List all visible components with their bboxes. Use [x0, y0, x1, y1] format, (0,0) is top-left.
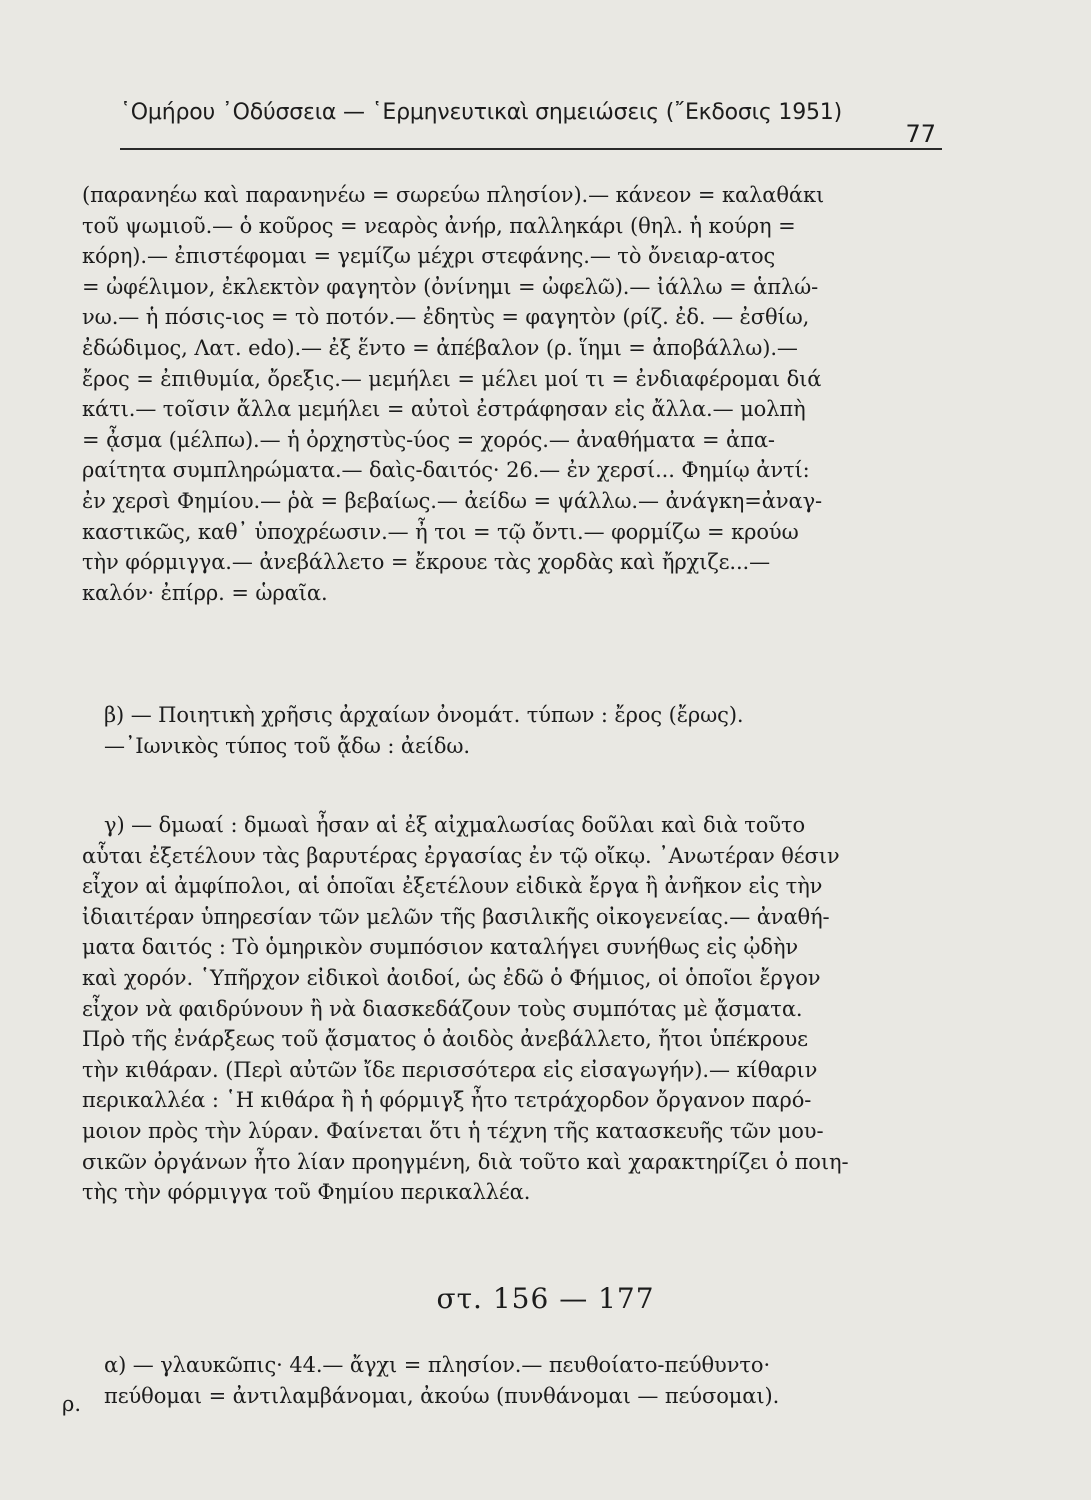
text-line: πεύθομαι = ἀντιλαμβάνομαι, ἀκούω (πυνθάνομαι — πεύσομαι). [104, 1383, 780, 1408]
paragraph-a [82, 180, 940, 608]
text-line: —᾿Ιωνικὸς τύπος τοῦ ᾄδω : ἀείδω. [104, 733, 471, 758]
header-title: ῾Ομήρου ᾿Οδύσσεια — ῾Ερμηνευτικαὶ σημειώσεις (῎Εκδοσις 1951) [120, 100, 842, 125]
text-line: εἶχον νὰ φαιδρύνουν ἢ νὰ διασκεδάζουν τοὺς συμπότας μὲ ᾄσματα. [82, 996, 803, 1021]
text-line: ἔρος = ἐπιθυμία, ὄρεξις.— μεμήλει = μέλει μοί τι = ἐνδιαφέρομαι διά [82, 366, 822, 391]
text-line: καστικῶς, καθ᾿ ὑποχρέωσιν.— ἦ τοι = τῷ ὄντι.— φορμίζω = κρούω [82, 519, 799, 544]
paragraph-d [82, 1350, 940, 1411]
text-line: καὶ χορόν. ῾Υπῆρχον εἰδικοὶ ἀοιδοί, ὡς ἐδῶ ὁ Φήμιος, οἱ ὁποῖοι ἔργον [82, 965, 821, 990]
text-line: α) — γλαυκῶπις· 44.— ἄγχι = πλησίον.— πευθοίατο-πεύθυντο· [104, 1353, 771, 1377]
text-line: εἶχον αἱ ἀμφίπολοι, αἱ ὁποῖαι ἐξετέλουν εἰδικὰ ἔργα ἢ ἀνῆκον εἰς τὴν [82, 874, 823, 899]
text-line: σικῶν ὀργάνων ἦτο λίαν προηγμένη, διὰ τοῦτο καὶ χαρακτηρίζει ὁ ποιη- [82, 1149, 849, 1174]
text-line: ἰδιαιτέραν ὑπηρεσίαν τῶν μελῶν τῆς βασιλικῆς οἰκογενείας.— ἀναθή- [82, 904, 830, 929]
text-line: περικαλλέα : ῾Η κιθάρα ἢ ἡ φόρμιγξ ἦτο τετράχορδον ὄργανον παρό- [82, 1088, 812, 1113]
paragraph-c [82, 810, 940, 1208]
text-line: νω.— ἡ πόσις-ιος = τὸ ποτόν.— ἐδητὺς = φαγητὸν (ρίζ. ἐδ. — ἐσθίω, [82, 305, 810, 330]
text-line: τὴν φόρμιγγα.— ἀνεβάλλετο = ἔκρουε τὰς χορδὰς καὶ ἤρχιζε...— [82, 550, 771, 575]
text-line: (παρανηέω καὶ παρανηνέω = σωρεύω πλησίον).— κάνεον = καλαθάκι [82, 183, 825, 207]
text-line: β) — Ποιητικὴ χρῆσις ἀρχαίων ὀνομάτ. τύπων : ἔρος (ἔρως). [104, 703, 744, 727]
text-line: = ᾆσμα (μέλπω).— ἡ ὀρχηστὺς-ύος = χορός.— ἀναθήματα = ἀπα- [82, 427, 775, 452]
running-header [120, 98, 942, 150]
page-number: 77 [905, 120, 936, 148]
text-line: τοῦ ψωμιοῦ.— ὁ κοῦρος = νεαρὸς ἀνήρ, παλληκάρι (θηλ. ἡ κούρη = [82, 213, 796, 238]
section-title: στ. 156 — 177 [436, 1282, 655, 1315]
paragraph-b [82, 700, 940, 761]
text-line: ἐδώδιμος, Λατ. edo).— ἐξ ἕντο = ἀπέβαλον (ρ. ἵημι = ἀποβάλλω).— [82, 335, 798, 360]
text-line: καλόν· ἐπίρρ. = ὡραῖα. [82, 580, 328, 605]
text-line: ματα δαιτός : Τὸ ὁμηρικὸν συμπόσιον καταλήγει συνήθως εἰς ᾠδὴν [82, 935, 799, 960]
text-line: μοιον πρὸς τὴν λύραν. Φαίνεται ὅτι ἡ τέχνη τῆς κατασκευῆς τῶν μου- [82, 1118, 824, 1143]
text-line: ἐν χερσὶ Φημίου.— ῥὰ = βεβαίως.— ἀείδω = ψάλλω.— ἀνάγκη=ἀναγ- [82, 488, 823, 513]
text-line: τὴς τὴν φόρμιγγα τοῦ Φημίου περικαλλέα. [82, 1180, 531, 1205]
margin-note: ρ. [62, 1392, 82, 1416]
text-line: Πρὸ τῆς ἐνάρξεως τοῦ ᾄσματος ὁ ἀοιδὸς ἀνεβάλλετο, ἤτοι ὑπέκρουε [82, 1027, 808, 1052]
text-line: = ὠφέλιμον, ἐκλεκτὸν φαγητὸν (ὀνίνημι = ὠφελῶ).— ἰάλλω = ἁπλώ- [82, 274, 819, 299]
text-line: τὴν κιθάραν. (Περὶ αὐτῶν ἴδε περισσότερα εἰς εἰσαγωγήν).— κίθαριν [82, 1057, 818, 1082]
text-line: κάτι.— τοῖσιν ἄλλα μεμήλει = αὐτοὶ ἐστράφησαν εἰς ἄλλα.— μολπὴ [82, 397, 806, 422]
text-line: γ) — δμωαί : δμωαὶ ἦσαν αἱ ἐξ αἰχμαλωσίας δοῦλαι καὶ διὰ τοῦτο [104, 813, 806, 837]
text-line: αὗται ἐξετέλουν τὰς βαρυτέρας ἐργασίας ἐν τῷ οἴκῳ. ᾿Ανωτέραν θέσιν [82, 843, 840, 868]
text-line: ραίτητα συμπληρώματα.— δαὶς-δαιτός· 26.— ἐν χερσί... Φημίῳ ἀντί: [82, 458, 810, 483]
text-line: κόρη).— ἐπιστέφομαι = γεμίζω μέχρι στεφάνης.— τὸ ὄνειαρ-ατος [82, 244, 776, 269]
